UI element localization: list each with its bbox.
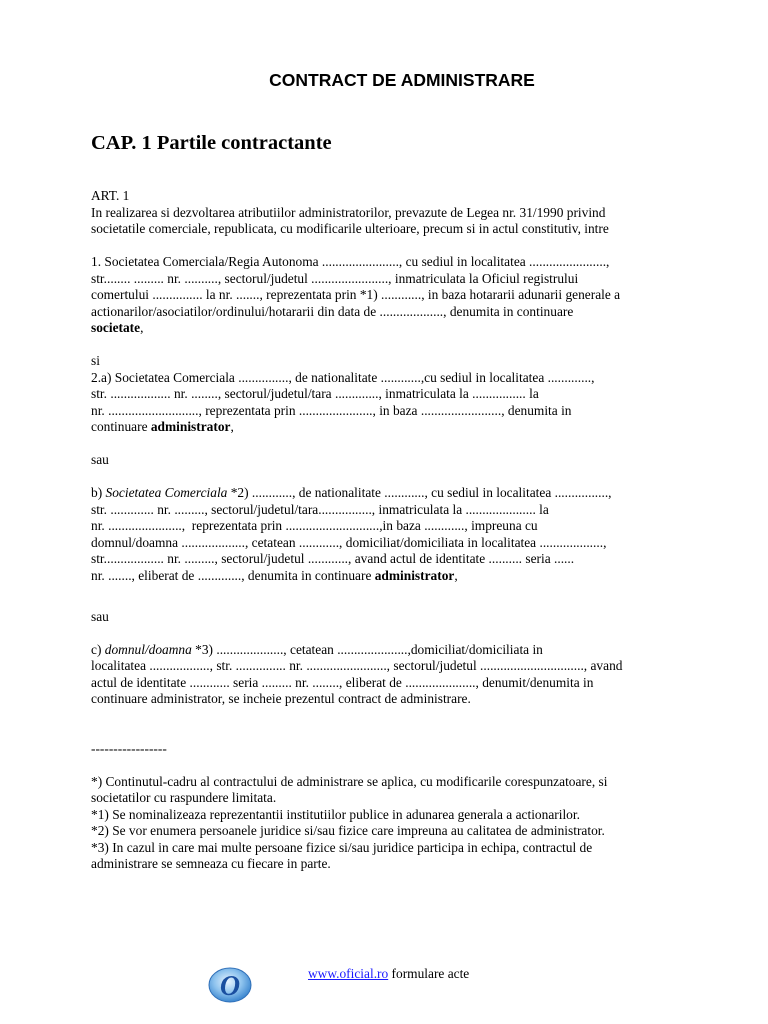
party2a-term: administrator: [150, 419, 231, 434]
svg-text:O: O: [219, 971, 241, 1002]
oficial-link[interactable]: www.oficial.ro: [308, 966, 389, 981]
chapter-heading: CAP. 1 Partile contractante: [91, 132, 332, 154]
party1-line: str........ ......... nr. .........., sectorul/judetul ......................., inmatriculata la Oficiul registrului: [91, 270, 579, 286]
page-footer: [0, 964, 768, 1004]
party2c-line: actul de identitate ............ seria ......... nr. ........, eliberat de ....................., denumit/denumita in: [91, 674, 594, 690]
footnote-line: societatilor cu raspundere limitata.: [91, 790, 277, 805]
party2c-line: localitatea .................., str. ............... nr. ........................, sectorul/judetul ..............................., avand: [91, 658, 623, 673]
party2a-line: str. .................. nr. ........, sectorul/judetul/tara ............., inmatriculata la ................ la: [91, 386, 539, 401]
party2c-first-line: c) domnul/doamna *3) ...................., cetatean .....................,domiciliat/domiciliata in: [91, 641, 543, 657]
party1-term: societate: [91, 320, 141, 335]
footnote-line: administrare se semneaza cu fiecare in parte.: [91, 856, 331, 871]
party2c-line: continuare administrator, se incheie prezentul contract de administrare.: [91, 691, 471, 706]
footnote-line: *1) Se nominalizeaza reprezentantii institutiilor publice in adunarea generala a actionarilor.: [91, 806, 580, 822]
intro-line: In realizarea si dezvoltarea atributiilor administratorilor, prevazute de Legea nr. 31/1990 privind: [91, 204, 606, 220]
article-label: ART. 1: [91, 188, 130, 203]
notes-separator: -----------------: [91, 740, 167, 756]
sau-label: sau: [91, 608, 109, 624]
footer-suffix: formulare acte: [388, 966, 470, 981]
footnote-line: *3) In cazul in care mai multe persoane fizice si/sau juridice participa in echipa, contractul de: [91, 839, 593, 855]
party2b-line: domnul/doamna ..................., cetatean ............, domiciliat/domiciliata in localitatea ...................,: [91, 534, 607, 550]
sau-label: sau: [91, 452, 109, 467]
document-title: CONTRACT DE ADMINISTRARE: [269, 70, 535, 90]
party1-line: comertului ............... la nr. ......., reprezentata prin *1) ............, in baza hotararii adunarii generale a: [91, 287, 621, 302]
party2b-line: str. ............. nr. ........., sectorul/judetul/tara................, inmatriculata la ..................... la: [91, 501, 549, 517]
document-body: [91, 188, 711, 873]
party2a-line: nr. ..........................., reprezentata prin ......................, in baza ........................, denumita in: [91, 402, 572, 418]
party2a-term-line: continuare administrator,: [91, 419, 234, 434]
party2b-term: administrator: [374, 567, 455, 583]
footnote-line: *) Continutul-cadru al contractului de administrare se aplica, cu modificarile corespunzatoare, si: [91, 773, 608, 789]
party2b-term-line: nr. ......., eliberat de ............., denumita in continuare administrator,: [91, 567, 458, 583]
party1-line: 1. Societatea Comerciala/Regia Autonoma ......................., cu sediul in localitatea .......................,: [91, 254, 610, 269]
footnote-line: *2) Se vor enumera persoanele juridice si/sau fizice care impreuna au calitatea de administrator.: [91, 823, 605, 838]
oficial-logo-icon: [207, 964, 253, 1004]
si-label: si: [91, 353, 100, 368]
party1-term-line: societate,: [91, 320, 144, 335]
party2b-first-line: b) Societatea Comerciala *2) ............, de nationalitate ............, cu sediul in localitatea ................,: [91, 485, 612, 500]
party2a-line: 2.a) Societatea Comerciala ..............., de nationalitate ............,cu sediul in localitatea .............,: [91, 369, 595, 385]
intro-line: societatile comerciale, republicata, cu modificarile ulterioare, precum si in actul constitutiv, intre: [91, 221, 609, 236]
party2b-line: str.................. nr. ........., sectorul/judetul ............, avand actul de identitate .......... seria ......: [91, 551, 575, 566]
footer-text: [308, 966, 469, 982]
party2b-line: nr. ......................, reprezentata prin ............................,in baza ............, impreuna cu: [91, 518, 538, 533]
party1-line: actionarilor/asociatilor/ordinului/hotararii din data de ..................., denumita in continuare: [91, 303, 574, 319]
